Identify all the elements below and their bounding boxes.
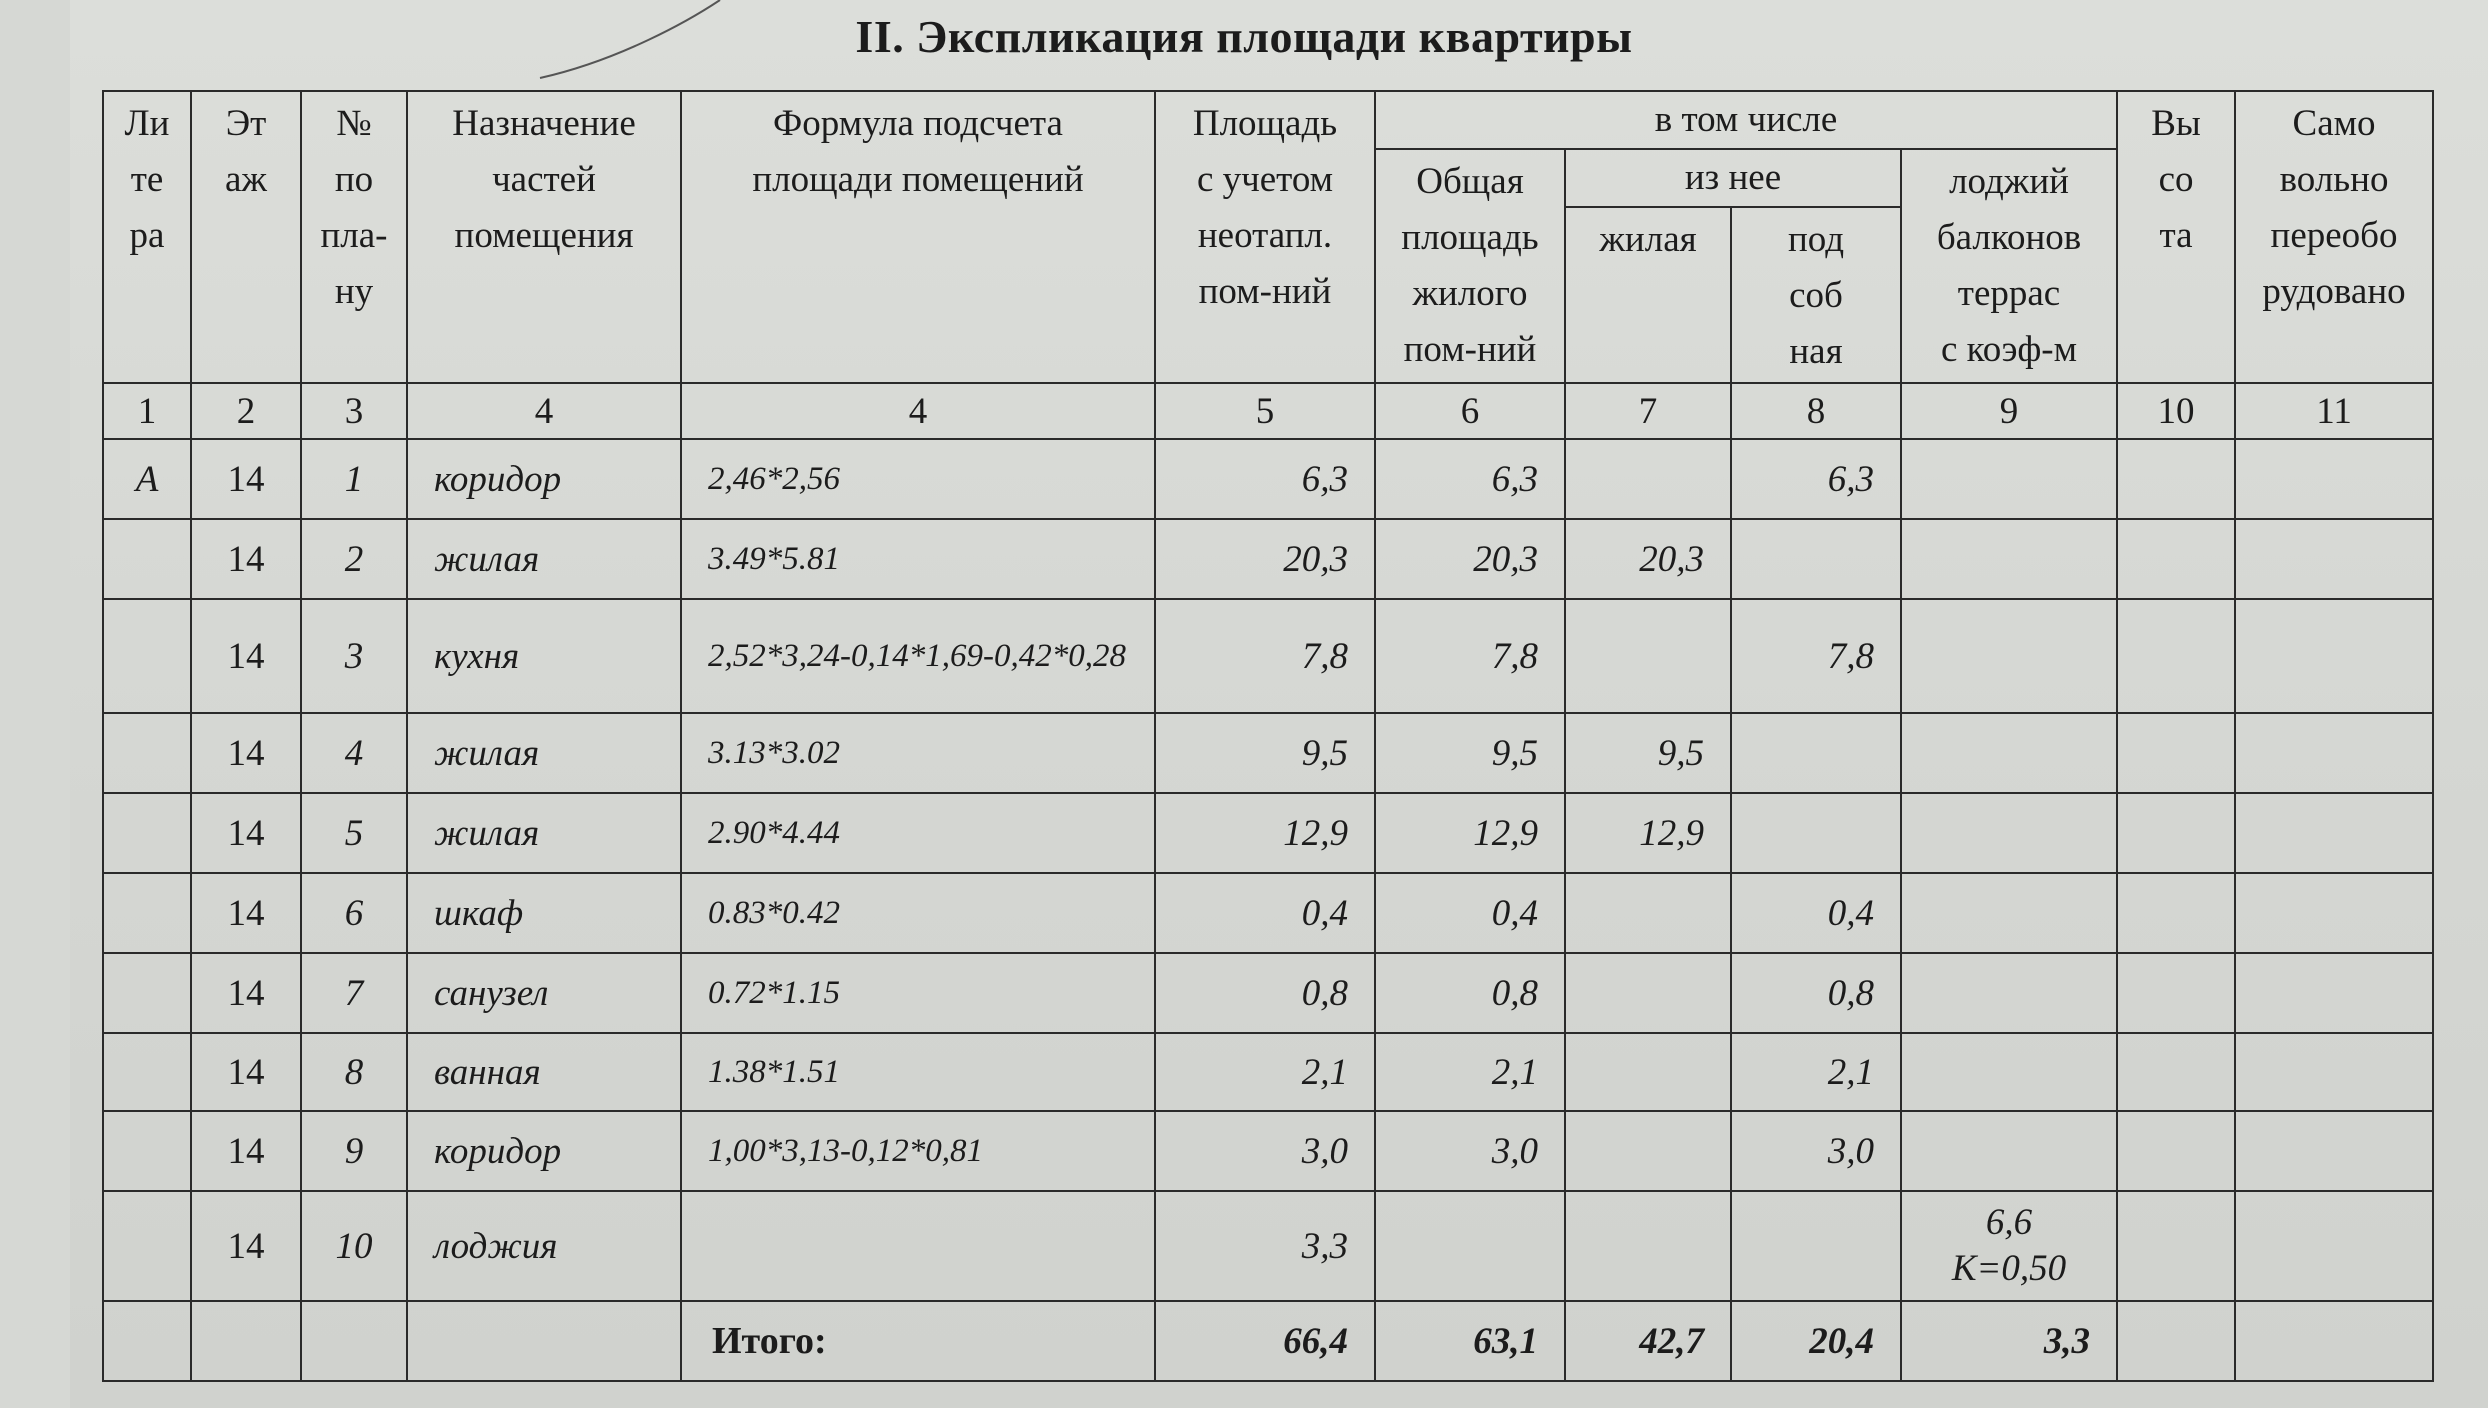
cell-empty: [2235, 1301, 2433, 1381]
header-naznachenie-line: Назначение: [452, 103, 636, 144]
cell-lodzhii: [1901, 1111, 2117, 1191]
cell-ploshad: 2,1: [1155, 1033, 1375, 1111]
cell-zhilaya: [1565, 953, 1731, 1033]
cell-ploshad: 0,4: [1155, 873, 1375, 953]
header-iz-nee: из нее: [1565, 149, 1901, 207]
cell-samovolno: [2235, 793, 2433, 873]
header-samovolno-line: вольно: [2279, 159, 2389, 200]
cell-naznachenie: жилая: [407, 793, 681, 873]
cell-lodzhii: [1901, 953, 2117, 1033]
cell-formula: 3.49*5.81: [681, 519, 1155, 599]
cell-formula: 1,00*3,13-0,12*0,81: [681, 1111, 1155, 1191]
header-obshaya-line: жилого: [1412, 273, 1528, 314]
header-ploshad-line: неотапл.: [1197, 215, 1333, 256]
header-obshaya-line: площадь: [1401, 217, 1539, 258]
column-number: 1: [103, 383, 191, 439]
cell-litera: [103, 1111, 191, 1191]
cell-obshaya: 7,8: [1375, 599, 1565, 713]
table-row: [103, 599, 2433, 713]
table-row: [103, 439, 2433, 519]
cell-formula: 1.38*1.51: [681, 1033, 1155, 1111]
header-naznachenie-line: помещения: [454, 215, 634, 256]
cell-podsobnaya: [1731, 793, 1901, 873]
header-samovolno-line: рудовано: [2262, 271, 2406, 312]
table-row: [103, 1033, 2433, 1111]
cell-lodzhii-value: 6,6: [1985, 1202, 2033, 1243]
cell-obshaya: 6,3: [1375, 439, 1565, 519]
header-podsobnaya-line: соб: [1789, 275, 1843, 316]
cell-nomer: 10: [301, 1191, 407, 1301]
cell-empty: [103, 1301, 191, 1381]
total-obshaya: 63,1: [1375, 1301, 1565, 1381]
cell-litera: [103, 873, 191, 953]
page-title: II. Экспликация площади квартиры: [855, 11, 1633, 62]
cell-vysota: [2117, 439, 2235, 519]
cell-vysota: [2117, 1111, 2235, 1191]
table-row: [103, 873, 2433, 953]
cell-litera: [103, 953, 191, 1033]
cell-ploshad: 0,8: [1155, 953, 1375, 1033]
cell-formula: 3.13*3.02: [681, 713, 1155, 793]
cell-samovolno: [2235, 713, 2433, 793]
cell-formula: 0.72*1.15: [681, 953, 1155, 1033]
column-number: 9: [1901, 383, 2117, 439]
header-obshaya-line: пом-ний: [1403, 329, 1537, 370]
cell-obshaya: 2,1: [1375, 1033, 1565, 1111]
table-row: [103, 1191, 2433, 1301]
cell-lodzhii: [1901, 873, 2117, 953]
header-naznachenie: [407, 91, 681, 383]
header-vysota: [2117, 91, 2235, 383]
cell-zhilaya: [1565, 1033, 1731, 1111]
cell-samovolno: [2235, 519, 2433, 599]
cell-samovolno: [2235, 1111, 2433, 1191]
cell-ploshad: 6,3: [1155, 439, 1375, 519]
cell-podsobnaya: 2,1: [1731, 1033, 1901, 1111]
cell-podsobnaya: 0,4: [1731, 873, 1901, 953]
header-row-1: [103, 91, 2433, 149]
cell-litera: А: [103, 439, 191, 519]
header-litera-line: Ли: [124, 103, 170, 144]
cell-nomer: 9: [301, 1111, 407, 1191]
table-row: [103, 519, 2433, 599]
cell-formula: 0.83*0.42: [681, 873, 1155, 953]
cell-litera: [103, 519, 191, 599]
header-zhilaya: жилая: [1565, 207, 1731, 383]
cell-zhilaya: 20,3: [1565, 519, 1731, 599]
column-number: 8: [1731, 383, 1901, 439]
cell-litera: [103, 713, 191, 793]
header-podsobnaya: [1731, 207, 1901, 383]
cell-podsobnaya: 0,8: [1731, 953, 1901, 1033]
header-samovolno-line: переобо: [2270, 215, 2398, 256]
cell-formula: [681, 1191, 1155, 1301]
cell-zhilaya: [1565, 599, 1731, 713]
cell-ploshad: 12,9: [1155, 793, 1375, 873]
column-number: 2: [191, 383, 301, 439]
cell-empty: [191, 1301, 301, 1381]
cell-zhilaya: [1565, 439, 1731, 519]
cell-naznachenie: шкаф: [407, 873, 681, 953]
cell-empty: [2117, 1301, 2235, 1381]
header-nomer-line: ну: [334, 271, 374, 312]
cell-podsobnaya: [1731, 713, 1901, 793]
cell-empty: [407, 1301, 681, 1381]
cell-litera: [103, 793, 191, 873]
cell-lodzhii: [1901, 1033, 2117, 1111]
total-label: Итого:: [681, 1301, 1155, 1381]
cell-podsobnaya: [1731, 1191, 1901, 1301]
cell-vysota: [2117, 713, 2235, 793]
cell-zhilaya: 12,9: [1565, 793, 1731, 873]
cell-naznachenie: санузел: [407, 953, 681, 1033]
table-row: [103, 1111, 2433, 1191]
header-naznachenie-line: частей: [492, 159, 596, 200]
cell-nomer: 5: [301, 793, 407, 873]
header-ploshad-line: с учетом: [1196, 159, 1334, 200]
cell-naznachenie: ванная: [407, 1033, 681, 1111]
cell-etazh: 14: [191, 519, 301, 599]
header-nomer-line: №: [336, 103, 372, 144]
header-vysota-line: со: [2158, 159, 2194, 200]
cell-empty: [301, 1301, 407, 1381]
column-number: 7: [1565, 383, 1731, 439]
cell-etazh: 14: [191, 873, 301, 953]
header-etazh-line: Эт: [225, 103, 267, 144]
cell-ploshad: 7,8: [1155, 599, 1375, 713]
explication-table: [102, 90, 2434, 1382]
total-podsobnaya: 20,4: [1731, 1301, 1901, 1381]
cell-formula: 2,52*3,24-0,14*1,69-0,42*0,28: [681, 599, 1155, 713]
cell-nomer: 3: [301, 599, 407, 713]
total-ploshad: 66,4: [1155, 1301, 1375, 1381]
header-formula: [681, 91, 1155, 383]
cell-naznachenie: жилая: [407, 519, 681, 599]
cell-vysota: [2117, 519, 2235, 599]
cell-obshaya: 9,5: [1375, 713, 1565, 793]
cell-formula: 2,46*2,56: [681, 439, 1155, 519]
cell-obshaya: [1375, 1191, 1565, 1301]
total-row: [103, 1301, 2433, 1381]
header-ploshad-line: Площадь: [1192, 103, 1338, 144]
cell-nomer: 8: [301, 1033, 407, 1111]
cell-lodzhii: [1901, 599, 2117, 713]
cell-zhilaya: [1565, 1191, 1731, 1301]
cell-vysota: [2117, 1191, 2235, 1301]
header-podsobnaya-line: ная: [1789, 331, 1843, 372]
cell-nomer: 4: [301, 713, 407, 793]
cell-lodzhii: [1901, 713, 2117, 793]
cell-lodzhii: [1901, 519, 2117, 599]
cell-naznachenie: лоджия: [407, 1191, 681, 1301]
header-vysota-line: Вы: [2151, 103, 2201, 144]
cell-vysota: [2117, 793, 2235, 873]
cell-zhilaya: [1565, 873, 1731, 953]
cell-etazh: 14: [191, 439, 301, 519]
cell-podsobnaya: 7,8: [1731, 599, 1901, 713]
column-number: 4: [681, 383, 1155, 439]
cell-ploshad: 9,5: [1155, 713, 1375, 793]
header-podsobnaya-line: под: [1787, 219, 1845, 260]
cell-vysota: [2117, 1033, 2235, 1111]
cell-etazh: 14: [191, 793, 301, 873]
cell-nomer: 7: [301, 953, 407, 1033]
cell-etazh: 14: [191, 1191, 301, 1301]
column-number: 5: [1155, 383, 1375, 439]
cell-etazh: 14: [191, 1111, 301, 1191]
header-vysota-line: та: [2159, 215, 2193, 256]
cell-vysota: [2117, 873, 2235, 953]
cell-podsobnaya: 6,3: [1731, 439, 1901, 519]
cell-etazh: 14: [191, 953, 301, 1033]
table-row: [103, 793, 2433, 873]
header-lodzhii-line: террас: [1957, 273, 2061, 314]
header-obshaya: [1375, 149, 1565, 383]
header-litera-line: ра: [129, 215, 165, 256]
total-lodzhii: 3,3: [1901, 1301, 2117, 1381]
cell-naznachenie: жилая: [407, 713, 681, 793]
header-formula-line: Формула подсчета: [773, 103, 1063, 144]
cell-podsobnaya: [1731, 519, 1901, 599]
total-zhilaya: 42,7: [1565, 1301, 1731, 1381]
cell-etazh: 14: [191, 1033, 301, 1111]
header-etazh: [191, 91, 301, 383]
cell-samovolno: [2235, 1033, 2433, 1111]
cell-ploshad: 3,0: [1155, 1111, 1375, 1191]
cell-zhilaya: 9,5: [1565, 713, 1731, 793]
cell-obshaya: 3,0: [1375, 1111, 1565, 1191]
header-formula-line: площади помещений: [752, 159, 1084, 200]
cell-obshaya: 12,9: [1375, 793, 1565, 873]
cell-obshaya: 0,4: [1375, 873, 1565, 953]
cell-naznachenie: коридор: [407, 1111, 681, 1191]
header-lodzhii-line: балконов: [1936, 217, 2082, 258]
header-litera-line: те: [130, 159, 164, 200]
cell-ploshad: 3,3: [1155, 1191, 1375, 1301]
cell-litera: [103, 599, 191, 713]
cell-litera: [103, 1033, 191, 1111]
cell-nomer: 6: [301, 873, 407, 953]
cell-vysota: [2117, 599, 2235, 713]
cell-nomer: 1: [301, 439, 407, 519]
header-lodzhii: [1901, 149, 2117, 383]
header-samovolno: [2235, 91, 2433, 383]
table-row: [103, 953, 2433, 1033]
cell-samovolno: [2235, 439, 2433, 519]
cell-podsobnaya: 3,0: [1731, 1111, 1901, 1191]
header-ploshad-line: пом-ний: [1198, 271, 1332, 312]
column-numbers-row: [103, 383, 2433, 439]
header-litera: [103, 91, 191, 383]
header-nomer: [301, 91, 407, 383]
cell-formula: 2.90*4.44: [681, 793, 1155, 873]
header-obshaya-line: Общая: [1416, 161, 1524, 202]
cell-samovolno: [2235, 1191, 2433, 1301]
cell-lodzhii-coef: К=0,50: [1951, 1248, 2067, 1289]
cell-naznachenie: коридор: [407, 439, 681, 519]
cell-vysota: [2117, 953, 2235, 1033]
cell-zhilaya: [1565, 1111, 1731, 1191]
cell-obshaya: 20,3: [1375, 519, 1565, 599]
cell-samovolno: [2235, 873, 2433, 953]
header-lodzhii-line: лоджий: [1949, 161, 2069, 202]
cell-naznachenie: кухня: [407, 599, 681, 713]
column-number: 3: [301, 383, 407, 439]
cell-samovolno: [2235, 953, 2433, 1033]
column-number: 10: [2117, 383, 2235, 439]
cell-samovolno: [2235, 599, 2433, 713]
cell-obshaya: 0,8: [1375, 953, 1565, 1033]
header-samovolno-line: Само: [2292, 103, 2376, 144]
table-row: [103, 713, 2433, 793]
header-nomer-line: пла-: [320, 215, 388, 256]
cell-lodzhii: [1901, 793, 2117, 873]
cell-litera: [103, 1191, 191, 1301]
header-etazh-line: аж: [225, 159, 267, 200]
column-number: 6: [1375, 383, 1565, 439]
cell-ploshad: 20,3: [1155, 519, 1375, 599]
header-v-tom-chisle: в том числе: [1375, 91, 2117, 149]
header-nomer-line: по: [334, 159, 374, 200]
cell-etazh: 14: [191, 599, 301, 713]
cell-lodzhii: [1901, 439, 2117, 519]
column-number: 11: [2235, 383, 2433, 439]
header-lodzhii-line: с коэф-м: [1940, 329, 2078, 370]
cell-nomer: 2: [301, 519, 407, 599]
cell-lodzhii: [1901, 1191, 2117, 1301]
header-ploshad: [1155, 91, 1375, 383]
column-number: 4: [407, 383, 681, 439]
cell-etazh: 14: [191, 713, 301, 793]
